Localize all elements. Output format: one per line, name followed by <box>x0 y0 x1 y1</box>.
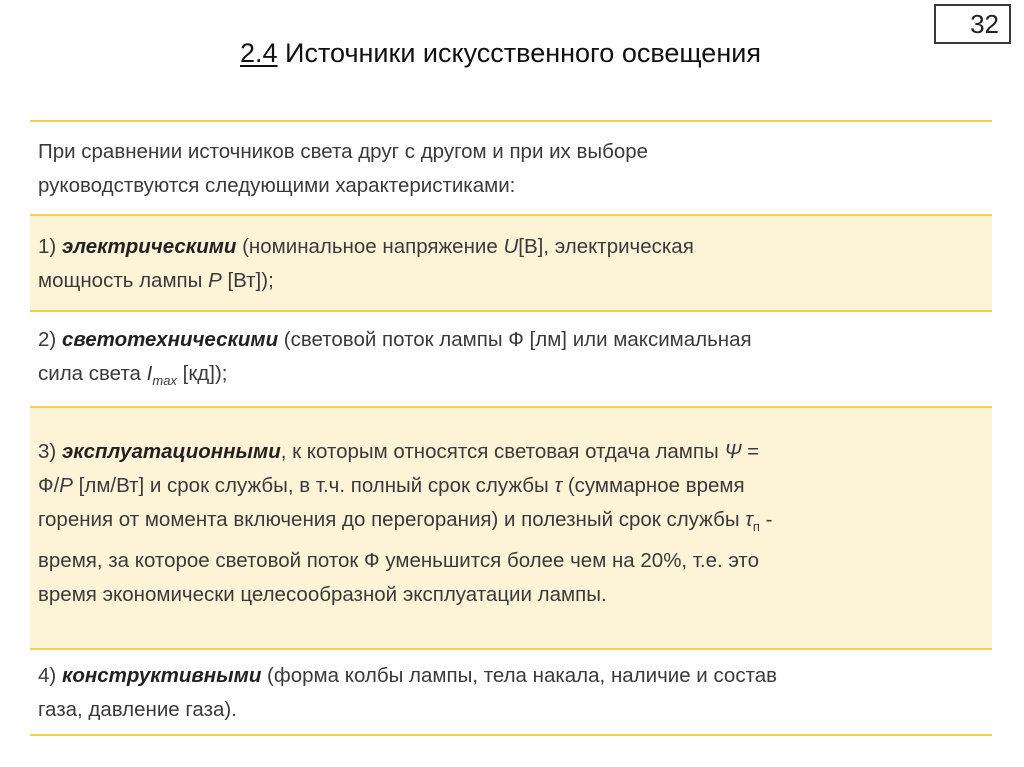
item-text: (номинальное напряжение <box>236 235 504 258</box>
item-number: 2) <box>38 328 62 351</box>
item-text: (суммарное время <box>562 474 745 497</box>
item-term: электрическими <box>61 235 237 258</box>
item-subscript: max <box>152 373 177 389</box>
item-text: (форма колбы лампы, тела накала, наличие и состав <box>261 664 778 687</box>
item-text: [лм/Вт] и срок службы, в т.ч. полный срок службы <box>72 474 555 497</box>
characteristics-table <box>30 120 992 736</box>
item-symbol: P <box>59 474 73 497</box>
item-text: газа, давление газа). <box>38 698 237 721</box>
item-term: конструктивными <box>61 664 262 687</box>
item-symbol: τ <box>554 474 563 497</box>
item-text: время экономически целесообразной эксплуатации лампы. <box>38 583 607 607</box>
item-row-lighting <box>30 310 992 406</box>
item-term: эксплуатационными <box>61 440 281 463</box>
item-text: Ф/ <box>38 474 60 497</box>
item-text: [Вт]); <box>221 269 274 292</box>
intro-row <box>30 120 992 214</box>
item-number: 3) <box>38 440 62 463</box>
item-text: [кд]); <box>176 362 228 385</box>
item-text: время, за которое световой поток Ф уменьшится более чем на 20%, т.е. это <box>38 549 759 573</box>
item-term: светотехническими <box>61 328 279 351</box>
item-subscript: п <box>752 519 760 535</box>
item-text: горения от момента включения до перегорания) и полезный срок службы <box>38 508 746 531</box>
title-section-number: 2.4 <box>240 38 278 68</box>
item-text: = <box>741 440 760 463</box>
page-number <box>934 4 1011 44</box>
page-title <box>240 38 761 69</box>
item-row-structural <box>30 648 992 736</box>
item-row-operational <box>30 406 992 648</box>
intro-line-1: При сравнении источников света друг с другом и при их выборе <box>38 140 649 163</box>
item-symbol: τ <box>745 508 753 531</box>
item-number: 4) <box>38 664 62 687</box>
item-text: сила света <box>38 362 147 385</box>
item-symbol: I <box>146 362 153 385</box>
item-text: (световой поток лампы Ф [лм] или максимальная <box>278 328 752 351</box>
item-text: мощность лампы <box>38 269 209 292</box>
item-symbol: Ψ <box>724 440 742 463</box>
item-symbol: U <box>503 235 519 258</box>
item-symbol: P <box>208 269 222 292</box>
intro-line-2: руководствуются следующими характеристиками: <box>38 174 516 197</box>
title-text: Источники искусственного освещения <box>277 38 761 68</box>
item-row-electrical <box>30 214 992 310</box>
item-text: - <box>759 508 773 531</box>
item-text: , к которым относятся световая отдача лампы <box>280 440 725 463</box>
page-number-text: 32 <box>970 8 999 39</box>
item-text: [В], электрическая <box>518 235 694 258</box>
item-number: 1) <box>38 235 62 258</box>
